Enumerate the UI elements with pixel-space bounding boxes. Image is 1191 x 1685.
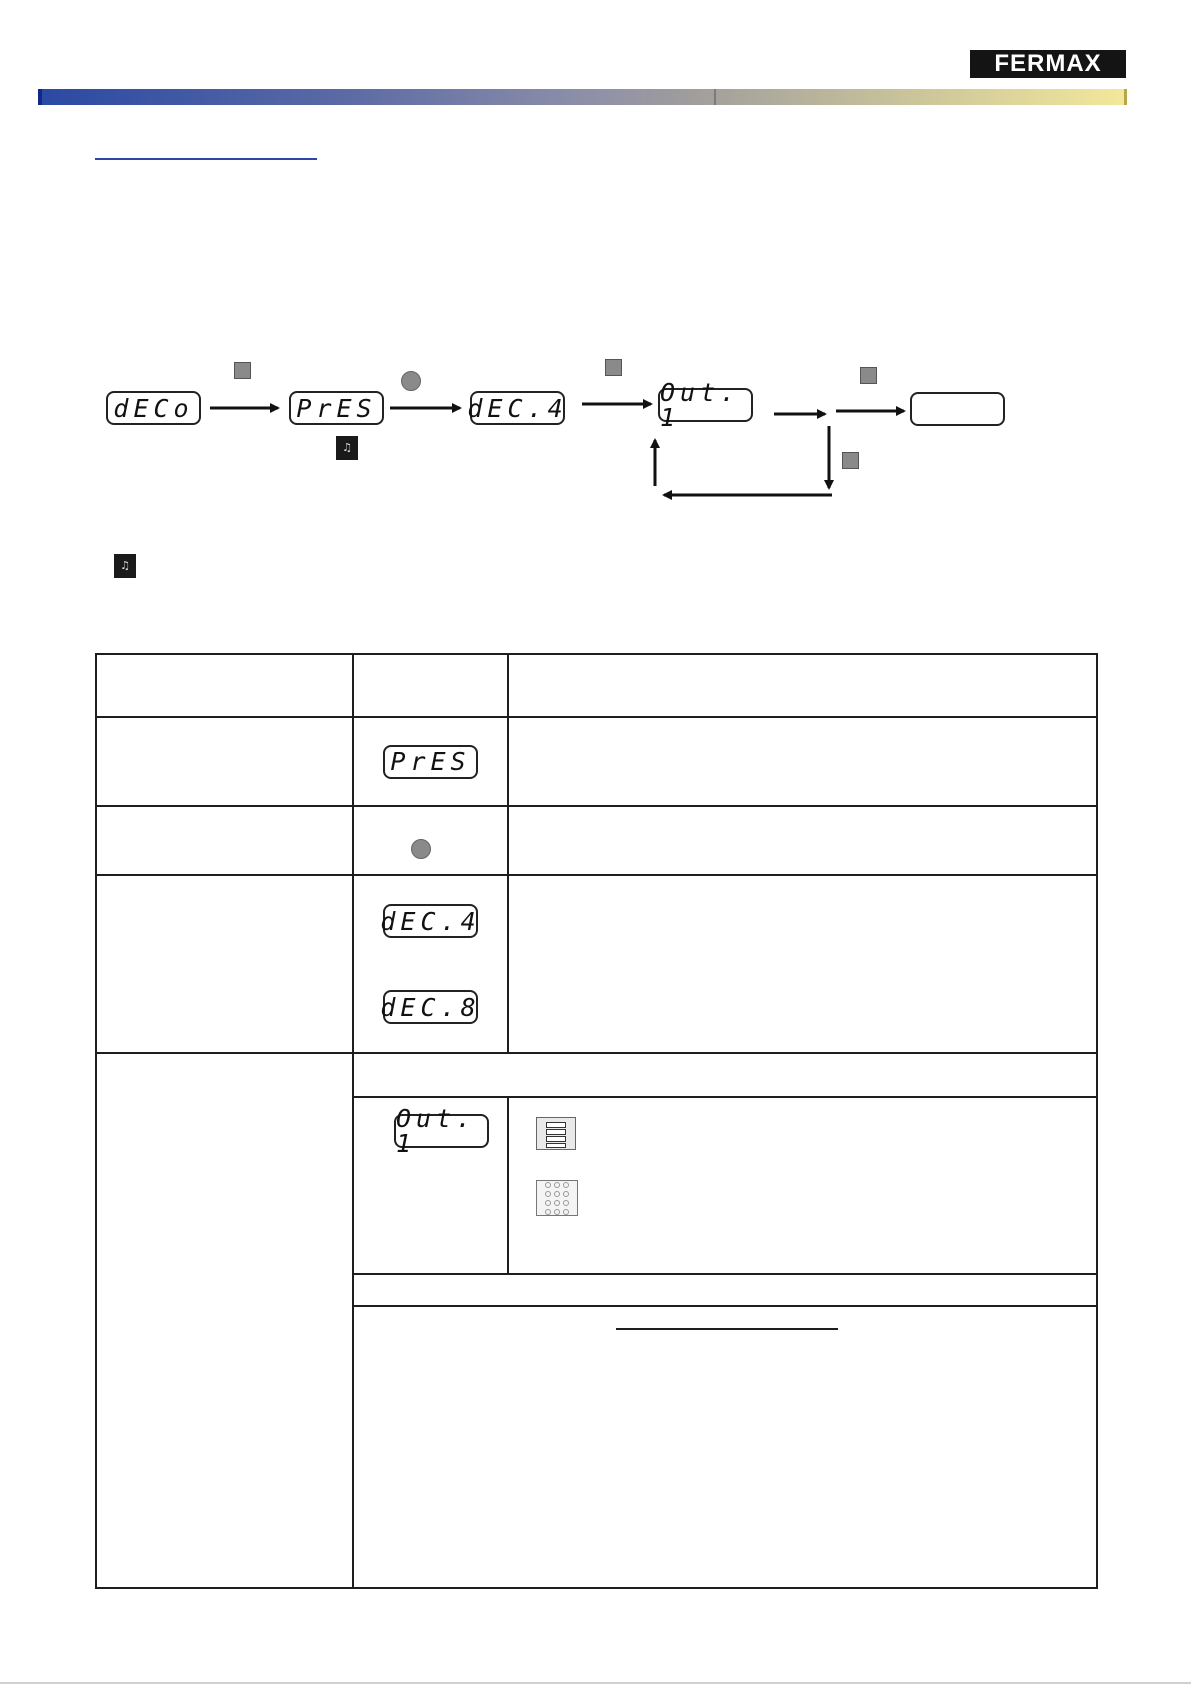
display-out1: Out. 1 (658, 388, 753, 422)
table-cell (508, 875, 1097, 1053)
table-row (96, 654, 1097, 717)
table-cell (96, 1053, 353, 1588)
table-cell (96, 875, 353, 1053)
table-cell (353, 1053, 1097, 1097)
display-out1: Out. 1 (394, 1114, 489, 1148)
microphone-icon: ♫ (336, 436, 358, 460)
table-cell (353, 717, 508, 806)
table-cell (353, 806, 508, 875)
table-cell (353, 1097, 508, 1274)
table-cell (508, 654, 1097, 717)
table-row (96, 717, 1097, 806)
display-dec8: dEC.8 (383, 990, 478, 1024)
table-row (96, 1053, 1097, 1097)
subheading-underline (616, 1328, 838, 1330)
keypad-panel-icon (536, 1180, 578, 1216)
display-dec4: dEC.4 (383, 904, 478, 938)
programming-table (95, 653, 1098, 1589)
display-pres: PrES (383, 745, 478, 779)
round-button-icon (411, 839, 431, 859)
table-cell (353, 1306, 1097, 1588)
display-dec4: dEC.4 (470, 391, 565, 425)
table-cell (353, 1274, 1097, 1306)
programming-flow-diagram (0, 0, 1191, 560)
table-cell (508, 1097, 1097, 1274)
page-bottom-rule (0, 1682, 1191, 1684)
table-cell (96, 717, 353, 806)
table-cell (508, 806, 1097, 875)
table-row (96, 875, 1097, 1053)
square-button-icon (860, 367, 877, 384)
display-deco: dECo (106, 391, 201, 425)
table-row (96, 806, 1097, 875)
square-button-icon (234, 362, 251, 379)
table-cell (508, 717, 1097, 806)
display-end (910, 392, 1005, 426)
table-cell (96, 806, 353, 875)
table-cell (96, 654, 353, 717)
logo-text: FERMAX (994, 50, 1102, 77)
round-button-icon (401, 371, 421, 391)
square-button-icon (605, 359, 622, 376)
microphone-icon: ♫ (114, 554, 136, 578)
table-cell (353, 654, 508, 717)
square-button-icon (842, 452, 859, 469)
push-button-panel-icon (536, 1117, 576, 1150)
table-cell (353, 875, 508, 1053)
display-pres: PrES (289, 391, 384, 425)
